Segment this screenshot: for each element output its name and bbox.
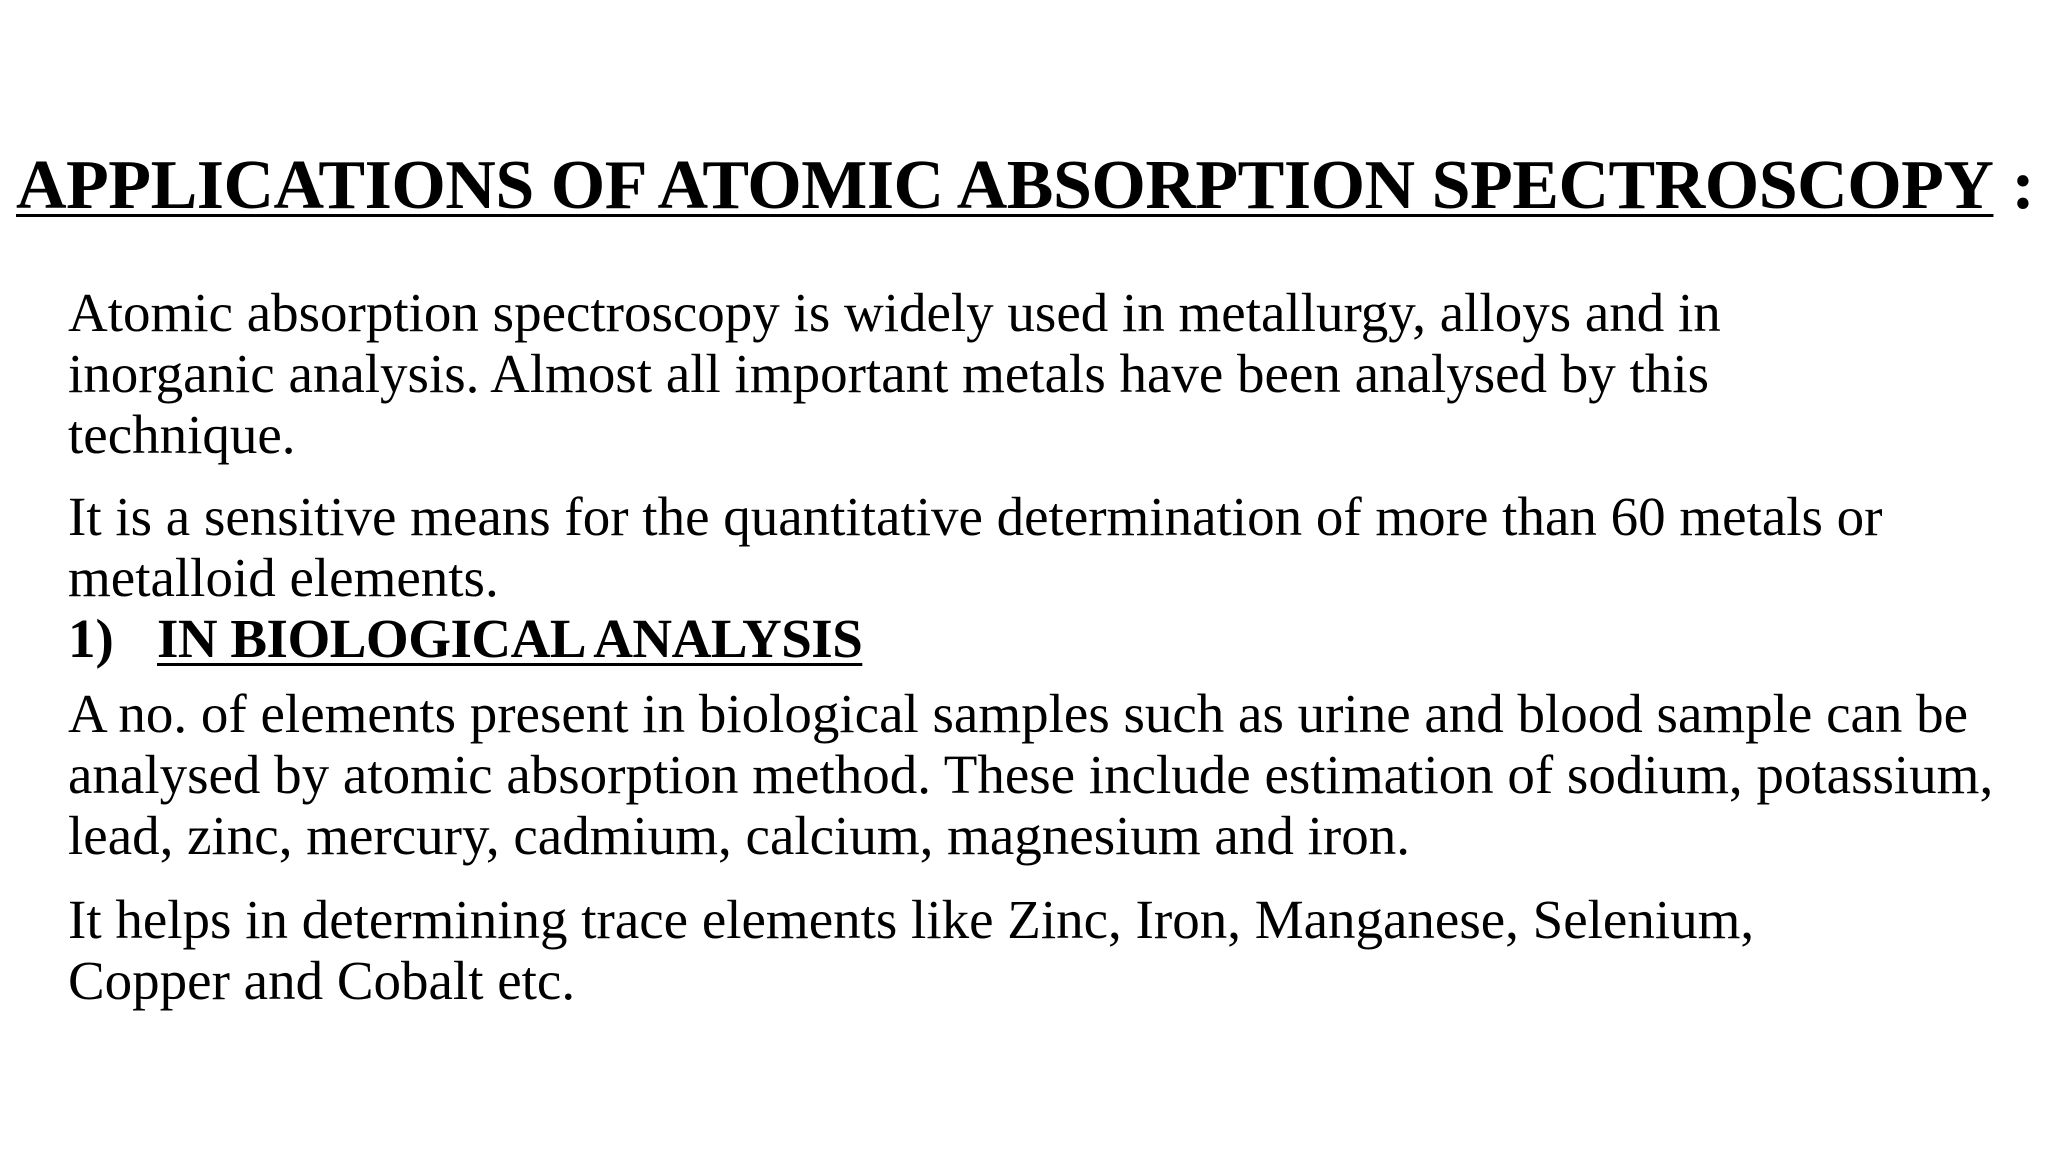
section-heading-text: IN BIOLOGICAL ANALYSIS xyxy=(157,608,863,669)
slide-title-colon: : xyxy=(2011,147,2035,224)
trace-elements-paragraph: It helps in determining trace elements like Zinc, Iron, Manganese, Selenium, Copper and Cobalt etc. xyxy=(68,889,1755,1011)
slide-title xyxy=(16,146,2034,226)
slide-body xyxy=(68,282,2028,1011)
section-number: 1) xyxy=(68,608,114,669)
slide-title-text: APPLICATIONS OF ATOMIC ABSORPTION SPECTROSCOPY xyxy=(16,147,1994,224)
intro-paragraph: Atomic absorption spectroscopy is widely used in metallurgy, alloys and in inorganic analysis. Almost all important metals have been analysed by this technique. xyxy=(68,282,1721,465)
biological-samples-paragraph: A no. of elements present in biological samples such as urine and blood sample can be analysed by atomic absorption method. These include estimation of sodium, potassium, lead, zinc, mercury, cadmium, calcium, magnesium and iron. xyxy=(68,683,1994,866)
sensitivity-paragraph: It is a sensitive means for the quantitative determination of more than 60 metals or metalloid elements. xyxy=(68,486,1883,608)
section-heading xyxy=(68,608,2028,669)
